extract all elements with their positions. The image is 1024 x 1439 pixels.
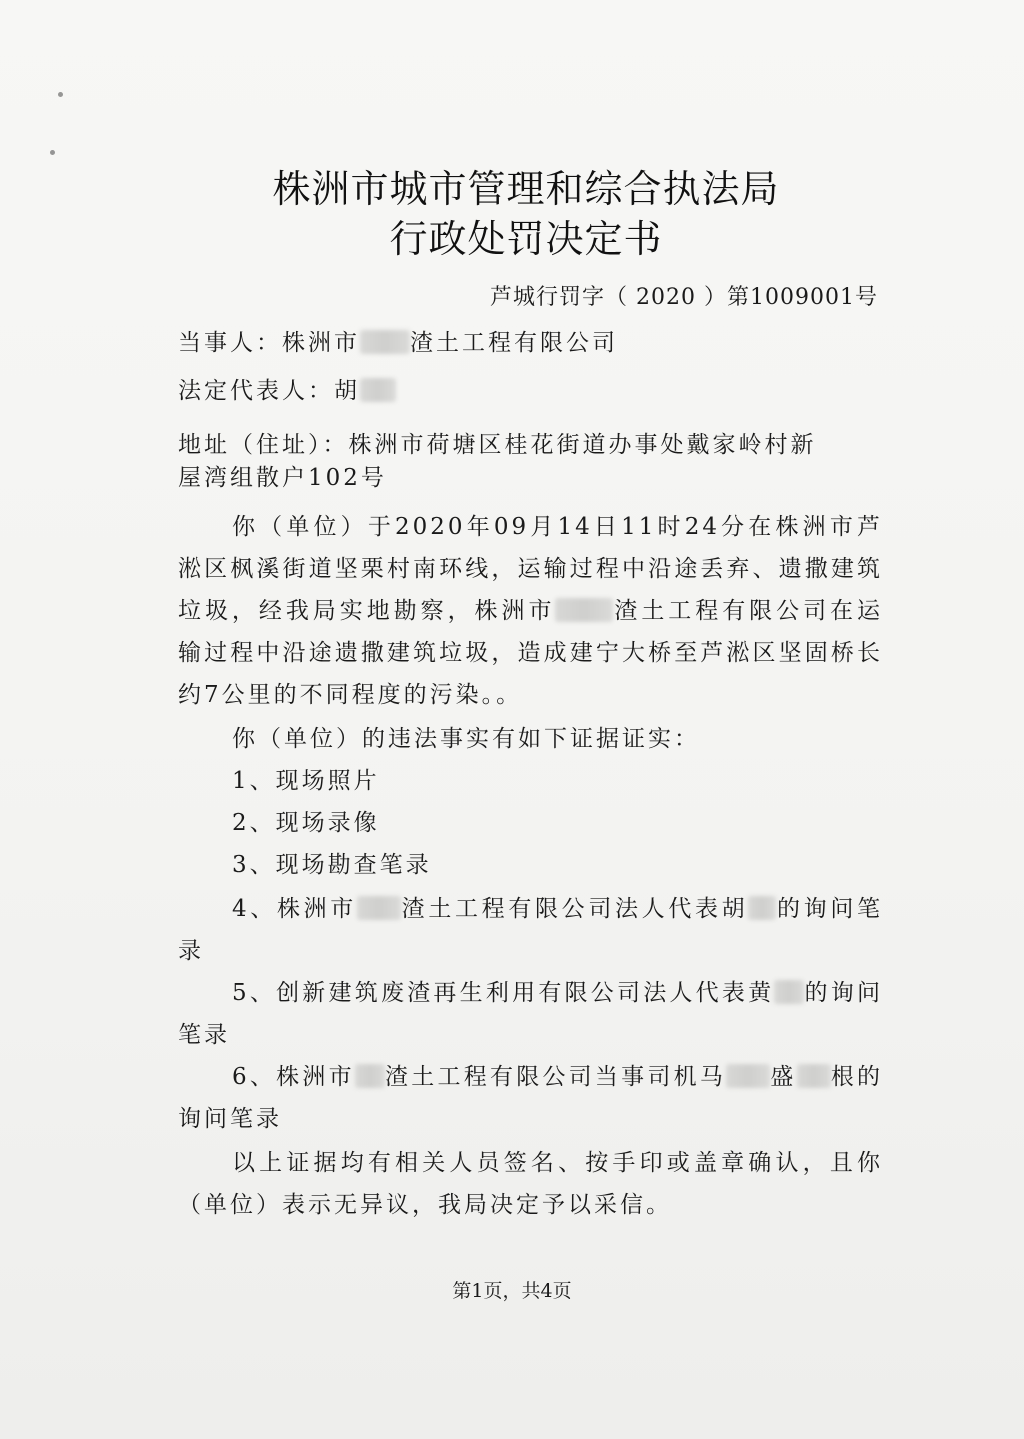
evidence-5-part1: 5、创新建筑废渣再生利用有限公司法人代表黄 (232, 980, 775, 1006)
address-line-2: 屋湾组散户102号 (178, 465, 387, 491)
evidence-item-1: 1、现场照片 (232, 768, 380, 794)
evidence-6-part2: 渣土工程有限公司当事司机马 (384, 1064, 727, 1090)
redaction-blur (774, 980, 804, 1004)
evidence-6-part3: 盛 (770, 1064, 797, 1090)
redaction-blur (555, 598, 613, 622)
conclusion-paragraph: 以上证据均有相关人员签名、按手印或盖章确认，且你（单位）表示无异议，我局决定予以采信。 (178, 1150, 883, 1218)
redaction-blur (355, 1064, 385, 1088)
redaction-blur (797, 1064, 831, 1088)
evidence-intro: 你（单位）的违法事实有如下证据证实： (232, 726, 700, 752)
evidence-item-5 (178, 972, 883, 1056)
redaction-blur (360, 378, 396, 402)
evidence-6-part1: 6、株洲市 (232, 1064, 355, 1090)
facts-text-part1: 你（单位）于2020年09月14日11时24分在株洲市芦淞区枫溪街道坚栗村南环线，运输过程中沿途丢弃、遗撒建筑垃圾，经我局实地勘察，株洲市 (178, 514, 883, 624)
representative-label: 法定代表人：胡 (178, 378, 360, 404)
evidence-item-2: 2、现场录像 (232, 810, 380, 836)
evidence-4-part3: 的询问笔录 (178, 896, 884, 964)
page-footer: 第1页，共4页 (452, 1280, 572, 1302)
binding-hole-mark (58, 92, 63, 97)
evidence-item-6 (178, 1056, 883, 1140)
party-line (178, 328, 878, 358)
evidence-4-part1: 4、株洲市 (232, 896, 357, 922)
evidence-item-4 (178, 888, 883, 972)
redaction-blur (748, 896, 776, 920)
representative-line (178, 376, 878, 406)
evidence-4-part2: 渣土工程有限公司法人代表胡 (400, 896, 749, 922)
party-name: 渣土工程有限公司 (410, 330, 618, 356)
evidence-item-3: 3、现场勘查笔录 (232, 852, 432, 878)
redaction-blur (360, 330, 410, 354)
facts-paragraph (178, 506, 883, 716)
redaction-blur (726, 1064, 770, 1088)
redaction-blur (357, 896, 401, 920)
document-title-type: 行政处罚决定书 (389, 217, 663, 261)
facts-text-part2: 渣土工程有限公司在运输过程中沿途遗撒建筑垃圾，造成建宁大桥至芦淞区坚固桥长约7公里的不同程度的污染。。 (178, 598, 884, 708)
document-number: 芦城行罚字（ 2020 ）第1009001号 (490, 285, 878, 310)
binding-hole-mark (50, 150, 55, 155)
evidence-6-part4: 根的询问笔录 (178, 1064, 884, 1132)
party-label: 当事人：株洲市 (178, 330, 360, 356)
evidence-5-part2: 的询问笔录 (178, 980, 883, 1048)
address-line-1: 地址（住址）：株洲市荷塘区桂花街道办事处戴家岭村新 (178, 432, 817, 458)
document-title-agency: 株洲市城市管理和综合执法局 (272, 167, 780, 211)
